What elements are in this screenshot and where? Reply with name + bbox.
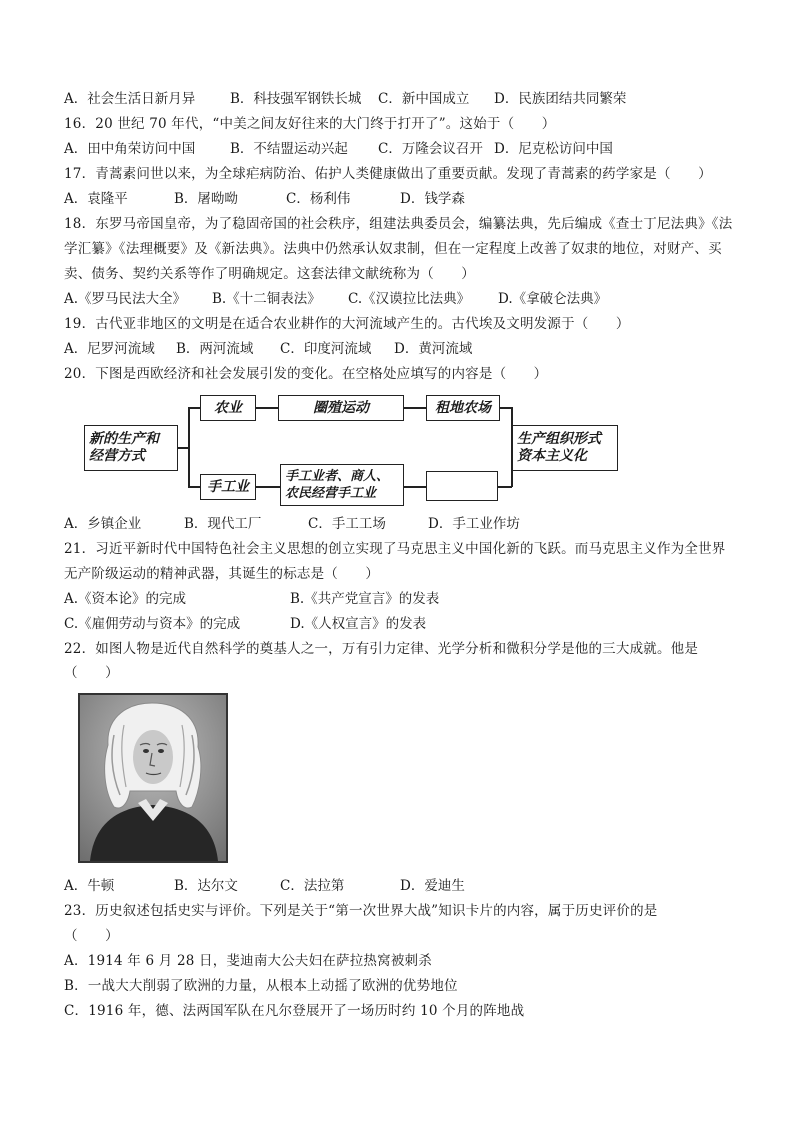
q20-option-a[interactable]: A．乡镇企业 <box>64 516 142 532</box>
q18-stem-line3: 卖、债务、契约关系等作了明确规定。这套法律文献统称为（ ） <box>64 266 475 282</box>
q21-stem-line2: 无产阶级运动的精神武器，其诞生的标志是（ ） <box>64 566 380 582</box>
q19-option-d[interactable]: D．黄河流域 <box>394 341 473 357</box>
q22-option-c[interactable]: C．法拉第 <box>280 878 345 894</box>
q17-option-b[interactable]: B．屠呦呦 <box>174 191 238 207</box>
handicraft-people-box: 手工业者、商人、 农民经营手工业 <box>280 464 404 506</box>
q17-option-a[interactable]: A．袁隆平 <box>64 191 128 207</box>
q16-stem: 16．20 世纪 70 年代，“中美之间友好往来的大门终于打开了”。这始于（ ） <box>64 116 556 132</box>
q19-option-c[interactable]: C．印度河流域 <box>280 341 372 357</box>
new-production-box: 新的生产和 经营方式 <box>84 425 178 471</box>
q20-option-c[interactable]: C．手工工场 <box>308 516 386 532</box>
q15-option-d[interactable]: D．民族团结共同繁荣 <box>494 91 627 107</box>
q22-stem-line1: 22．如图人物是近代自然科学的奠基人之一，万有引力定律、光学分析和微积分学是他的三大成就。他是 <box>64 641 699 657</box>
q19-option-a[interactable]: A．尼罗河流域 <box>64 341 155 357</box>
connector <box>254 407 278 409</box>
q16-option-c[interactable]: C．万隆会议召开 <box>378 141 483 157</box>
q20-option-d[interactable]: D．手工业作坊 <box>428 516 520 532</box>
enclosure-box: 圈殖运动 <box>278 395 404 421</box>
connector <box>498 486 512 488</box>
q20-option-b[interactable]: B．现代工厂 <box>184 516 262 532</box>
q19-stem: 19．古代亚非地区的文明是在适合农业耕作的大河流域产生的。古代埃及文明发源于（ ） <box>64 316 630 332</box>
q20-flow-diagram <box>84 385 624 507</box>
blank-box <box>426 471 498 501</box>
capitalism-box: 生产组织形式 资本主义化 <box>512 425 618 471</box>
connector <box>256 486 280 488</box>
connector <box>188 486 200 488</box>
agriculture-box: 农业 <box>200 395 256 421</box>
connector <box>188 407 200 409</box>
q18-option-c[interactable]: C.《汉谟拉比法典》 <box>348 291 471 307</box>
connector <box>188 407 190 487</box>
q21-option-b[interactable]: B.《共产党宣言》的发表 <box>290 591 440 607</box>
q21-stem-line1: 21．习近平新时代中国特色社会主义思想的创立实现了马克思主义中国化新的飞跃。而马克思主义作为全世界 <box>64 541 726 557</box>
q21-option-a[interactable]: A.《资本论》的完成 <box>64 591 187 607</box>
q22-option-d[interactable]: D．爱迪生 <box>400 878 465 894</box>
q16-option-d[interactable]: D．尼克松访问中国 <box>494 141 613 157</box>
q16-option-a[interactable]: A．田中角荣访问中国 <box>64 141 196 157</box>
q23-stem-line1: 23．历史叙述包括史实与评价。下列是关于“第一次世界大战”知识卡片的内容，属于历史评价的是 <box>64 903 658 919</box>
q15-option-a[interactable]: A．社会生活日新月异 <box>64 91 196 107</box>
q18-option-b[interactable]: B.《十二铜表法》 <box>212 291 321 307</box>
q15-option-c[interactable]: C．新中国成立 <box>378 91 470 107</box>
q22-option-b[interactable]: B．达尔文 <box>174 878 238 894</box>
q23-stem-line2: （ ） <box>64 928 119 944</box>
q18-stem-line2: 学汇纂》《法理概要》及《新法典》。法典中仍然承认奴隶制，但在一定程度上改善了奴隶的地位，对财产、买 <box>64 241 722 257</box>
q15-option-b[interactable]: B．科技强军钢铁长城 <box>230 91 362 107</box>
q19-option-b[interactable]: B．两河流域 <box>176 341 254 357</box>
newton-portrait-image <box>78 693 228 863</box>
q17-option-c[interactable]: C．杨利伟 <box>286 191 351 207</box>
rent-farm-box: 租地农场 <box>426 395 500 421</box>
q20-stem: 20．下图是西欧经济和社会发展引发的变化。在空格处应填写的内容是（ ） <box>64 366 548 382</box>
connector <box>402 486 426 488</box>
q18-option-a[interactable]: A.《罗马民法大全》 <box>64 291 187 307</box>
connector <box>404 407 426 409</box>
q18-stem-line1: 18．东罗马帝国皇帝，为了稳固帝国的社会秩序，组建法典委员会，编纂法典，先后编成《查士丁尼法典》《法 <box>64 216 733 232</box>
q21-option-c[interactable]: C.《雇佣劳动与资本》的完成 <box>64 616 241 632</box>
handicraft-box: 手工业 <box>200 474 256 500</box>
q22-stem-line2: （ ） <box>64 665 119 681</box>
q17-stem: 17．青蒿素问世以来，为全球疟病防治、佑护人类健康做出了重要贡献。发现了青蒿素的药学家是（ ） <box>64 166 712 182</box>
connector <box>498 407 512 409</box>
q17-option-d[interactable]: D．钱学森 <box>400 191 465 207</box>
portrait-illustration <box>80 695 226 861</box>
q23-option-c[interactable]: C．1916 年，德、法两国军队在凡尔登展开了一场历时约 10 个月的阵地战 <box>64 1003 525 1019</box>
q23-option-a[interactable]: A．1914 年 6 月 28 日，斐迪南大公夫妇在萨拉热窝被刺杀 <box>64 953 432 969</box>
q18-option-d[interactable]: D.《拿破仑法典》 <box>498 291 608 307</box>
q23-option-b[interactable]: B．一战大大削弱了欧洲的力量，从根本上动摇了欧洲的优势地位 <box>64 978 458 994</box>
q16-option-b[interactable]: B．不结盟运动兴起 <box>230 141 348 157</box>
q21-option-d[interactable]: D.《人权宣言》的发表 <box>290 616 427 632</box>
q22-option-a[interactable]: A．牛顿 <box>64 878 115 894</box>
